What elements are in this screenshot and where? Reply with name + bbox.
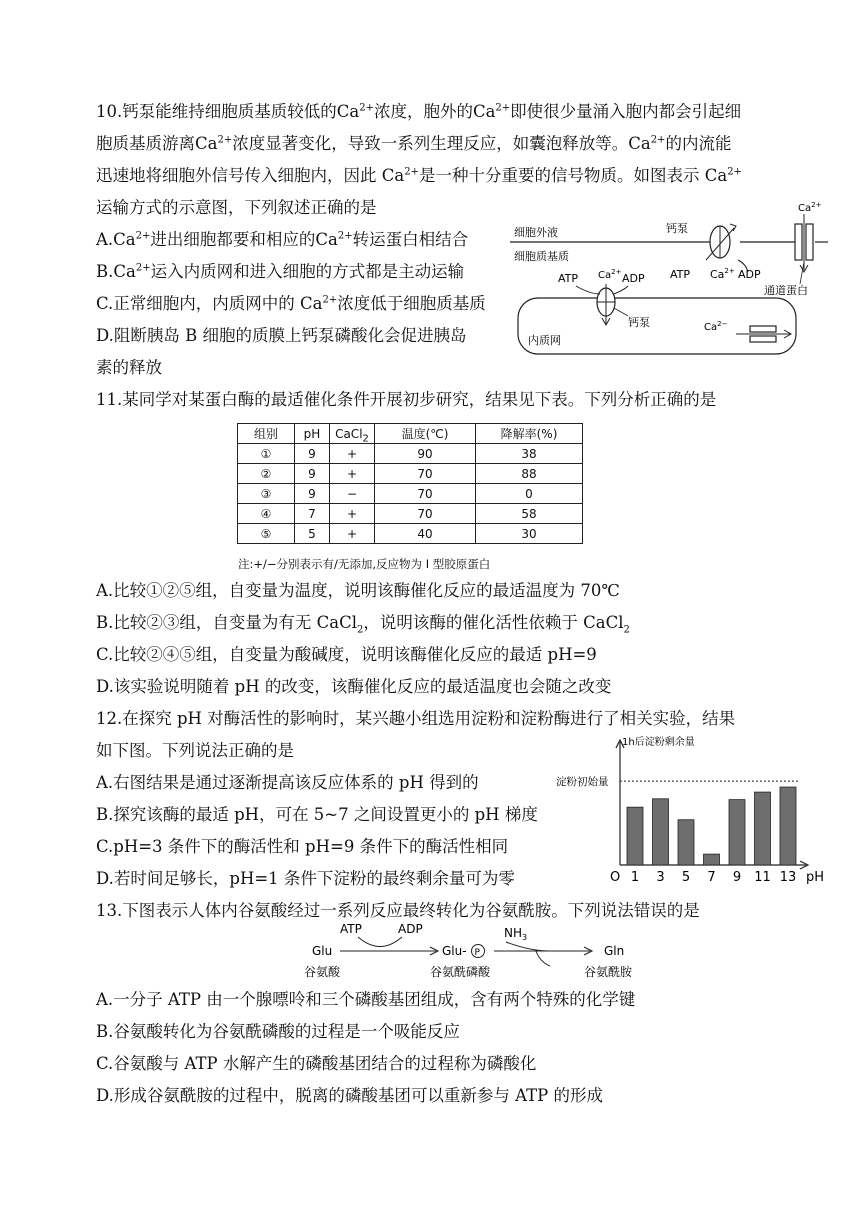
q11-option-b	[96, 612, 630, 634]
q10-line-4: 运输方式的示意图，下列叙述正确的是	[96, 198, 377, 217]
leader-line	[614, 308, 628, 316]
q13-option-b: B.谷氨酸转化为谷氨酰磷酸的过程是一个吸能反应	[96, 1022, 460, 1041]
header-ph: pH	[295, 424, 330, 444]
er-channel-bottom	[750, 336, 776, 342]
text: 运入内质网和进入细胞的方式都是主动运输	[150, 262, 465, 281]
chart-bars	[627, 787, 796, 865]
tick-label-ph-5: 5	[681, 870, 691, 884]
subscript: 2	[623, 624, 630, 636]
extracellular-label: 细胞外液	[514, 226, 558, 239]
cell: 9	[295, 444, 330, 464]
bar-ph-13	[780, 787, 796, 865]
q12-option-d: D.若时间足够长，pH=1 条件下淀粉的最终剩余量可为零	[96, 869, 515, 888]
table-row	[238, 504, 583, 524]
cell: 7	[295, 504, 330, 524]
text: C.正常细胞内，内质网中的 Ca	[96, 294, 323, 313]
superscript: 2+	[495, 102, 511, 114]
text: 浓度显著变化，导致一系列生理反应，如囊泡释放等。Ca	[232, 134, 651, 153]
cell: −	[330, 484, 375, 504]
glu-cn-label: 谷氨酸	[304, 965, 341, 979]
superscript: 2+	[135, 262, 151, 274]
bar-ph-5	[678, 820, 694, 865]
channel-label: 通道蛋白	[764, 284, 808, 297]
er-adp-arrow	[614, 286, 628, 294]
bar-ph-1	[627, 807, 643, 865]
text: 胞质基质游离Ca	[96, 134, 218, 153]
q11-option-d: D.该实验说明随着 pH 的改变，该酶催化反应的最适温度也会随之改变	[96, 677, 612, 696]
text: A.Ca	[96, 230, 136, 249]
er-label: 内质网	[528, 334, 561, 347]
header-temperature: 温度(℃)	[375, 424, 476, 444]
cell: ③	[238, 484, 295, 504]
q12-stem-line-1: 12.在探究 pH 对酶活性的影响时，某兴趣小组选用淀粉和淀粉酶进行了相关实验，结果	[96, 709, 736, 728]
calcium-transport-diagram	[510, 198, 828, 358]
gln-cn-label: 谷氨酰胺	[584, 965, 633, 979]
pump1-label: 钙泵	[666, 222, 688, 235]
phosphate-label: P	[474, 948, 480, 958]
table-row	[238, 464, 583, 484]
q10-option-d-line-2: 素的释放	[96, 358, 162, 377]
tick-label-ph-13: 13	[779, 870, 797, 884]
q11-option-a: A.比较①②⑤组，自变量为温度，说明该酶催化反应的最适温度为 70℃	[96, 581, 620, 600]
tick-label-ph-3: 3	[656, 870, 665, 884]
subscript: 2	[356, 624, 364, 636]
superscript: 2+	[217, 134, 233, 146]
q10-option-c	[96, 293, 486, 315]
cell: ④	[238, 504, 295, 524]
q13-stem: 13.下图表示人体内谷氨酸经过一系列反应最终转化为谷氨酰胺。下列说法错误的是	[96, 901, 700, 920]
channel-protein-left	[795, 224, 802, 260]
chart-x-label: pH	[806, 870, 825, 884]
bar-ph-7	[704, 854, 720, 865]
cell: 5	[295, 524, 330, 544]
q10-option-d-line-1: D.阻断胰岛 B 细胞的质膜上钙泵磷酸化会促进胰岛	[96, 326, 467, 345]
er-adp-label: ADP	[622, 272, 645, 285]
q11-stem: 11.某同学对某蛋白酶的最适催化条件开展初步研究，结果见下表。下列分析正确的是	[96, 390, 717, 409]
text: 迅速地将细胞外信号传入细胞内，因此 Ca	[96, 166, 405, 185]
cell: +	[330, 444, 375, 464]
q13-option-c: C.谷氨酸与 ATP 水解产生的磷酸基团结合的过程称为磷酸化	[96, 1054, 537, 1073]
glu-p-cn-label: 谷氨酰磷酸	[430, 965, 491, 979]
q13-option-d: D.形成谷氨酰胺的过程中，脱离的磷酸基团可以重新参与 ATP 的形成	[96, 1086, 603, 1105]
adp-label: ADP	[738, 268, 761, 281]
text: 进出细胞都要和相应的Ca	[150, 230, 338, 249]
q10-option-a	[96, 229, 468, 251]
superscript: 2+	[404, 166, 419, 178]
text: 转运蛋白相结合	[352, 230, 469, 249]
atp-label: ATP	[340, 922, 362, 936]
er-channel-top	[750, 326, 776, 332]
q12-option-b: B.探究该酶的最适 pH，可在 5~7 之间设置更小的 pH 梯度	[96, 805, 538, 824]
chart-y-label: 1h后淀粉剩余量	[622, 737, 695, 748]
cell: 90	[375, 444, 476, 464]
q12-option-c: C.pH=3 条件下的酶活性和 pH=9 条件下的酶活性相同	[96, 837, 509, 856]
atp-to-adp-arrow	[358, 937, 402, 947]
atp-label: ATP	[670, 268, 691, 281]
superscript: 2+	[359, 102, 374, 114]
gln-label: Gln	[604, 944, 625, 958]
cell: 70	[375, 484, 476, 504]
tick-label-ph-9: 9	[732, 870, 742, 884]
cell: 9	[295, 464, 330, 484]
bar-ph-9	[729, 800, 745, 865]
cell: 9	[295, 484, 330, 504]
cell: 40	[375, 524, 476, 544]
header-degradation: 降解率(%)	[476, 424, 583, 444]
cell: 0	[476, 484, 583, 504]
starch-remaining-bar-chart	[548, 732, 828, 884]
ca-label: $Ca^{2+}$	[710, 267, 735, 281]
cell: +	[330, 464, 375, 484]
er-atp-label: ATP	[558, 272, 579, 285]
cell: ⑤	[238, 524, 295, 544]
cell: 38	[476, 444, 583, 464]
superscript: 2+	[337, 230, 353, 242]
cell: 88	[476, 464, 583, 484]
chart-x-ticks	[631, 870, 796, 884]
q10-line-1	[96, 101, 741, 123]
q12-stem-line-2: 如下图。下列说法正确的是	[96, 741, 294, 760]
glu-p-label: Glu-	[442, 944, 467, 958]
er-channel-ca-label: $Ca^{2-}$	[704, 320, 728, 333]
q10-line-2	[96, 133, 731, 155]
table-header-row	[238, 424, 583, 444]
text: B.Ca	[96, 262, 136, 281]
table-row	[238, 524, 583, 544]
text: B.比较②③组，自变量为有无 CaCl	[96, 613, 357, 632]
q11-table-note: 注:+/−分别表示有/无添加,反应物为 I 型胶原蛋白	[238, 557, 491, 571]
nh3-label: $NH_3$	[504, 926, 528, 942]
cell: ②	[238, 464, 295, 484]
table-row	[238, 484, 583, 504]
q11-results-table	[237, 423, 583, 544]
chart-origin-label: O	[610, 870, 621, 884]
bar-ph-3	[653, 799, 669, 865]
glu-label: Glu	[312, 944, 333, 958]
bar-ph-11	[755, 792, 771, 865]
table-row	[238, 444, 583, 464]
superscript: 2+	[727, 166, 742, 178]
pump2-label: 钙泵	[628, 316, 650, 329]
cytoplasm-label: 细胞质基质	[514, 250, 569, 263]
header-cacl2: CaCl$_2$	[330, 424, 375, 444]
adp-label: ADP	[398, 922, 423, 936]
text: 的内流能	[665, 134, 732, 153]
text: 是一种十分重要的信号物质。如图表示 Ca	[418, 166, 728, 185]
channel-ca-label: $Ca^{2+}$	[798, 201, 822, 214]
er-atp-arrow	[576, 286, 600, 294]
phosphate-out-arrow	[536, 951, 550, 966]
superscript: 2+	[322, 294, 338, 306]
pump-arrowhead	[730, 224, 736, 231]
cell: 30	[476, 524, 583, 544]
nh3-in-arrow	[506, 942, 550, 951]
tick-label-ph-11: 11	[754, 870, 771, 884]
glutamine-reaction-diagram	[300, 920, 660, 984]
reference-line-label: 淀粉初始量	[556, 776, 609, 789]
q10-line-3	[96, 165, 742, 187]
cell: +	[330, 504, 375, 524]
text: 浓度，胞外的Ca	[373, 102, 496, 121]
cell: +	[330, 524, 375, 544]
text: 即使很少量涌入胞内都会引起细	[510, 102, 742, 121]
cell: 70	[375, 464, 476, 484]
cell: 58	[476, 504, 583, 524]
channel-protein-right	[806, 224, 813, 260]
cell: ①	[238, 444, 295, 464]
q11-option-c: C.比较②④⑤组，自变量为酸碱度，说明该酶催化反应的最适 pH=9	[96, 645, 597, 664]
q13-option-a: A.一分子 ATP 由一个腺嘌呤和三个磷酸基团组成，含有两个特殊的化学键	[96, 990, 636, 1009]
superscript: 2+	[650, 134, 666, 146]
text: ，说明该酶的催化活性依赖于 CaCl	[363, 613, 624, 632]
er-ca-label: $Ca^{2+}$	[598, 268, 622, 281]
q12-option-a: A.右图结果是通过逐渐提高该反应体系的 pH 得到的	[96, 773, 479, 792]
text: 浓度低于细胞质基质	[337, 294, 486, 313]
cell: 70	[375, 504, 476, 524]
header-group: 组别	[238, 424, 295, 444]
superscript: 2+	[135, 230, 151, 242]
text: 10.钙泵能维持细胞质基质较低的Ca	[96, 102, 360, 121]
q10-option-b	[96, 261, 464, 283]
tick-label-ph-1: 1	[630, 870, 640, 884]
tick-label-ph-7: 7	[707, 870, 716, 884]
